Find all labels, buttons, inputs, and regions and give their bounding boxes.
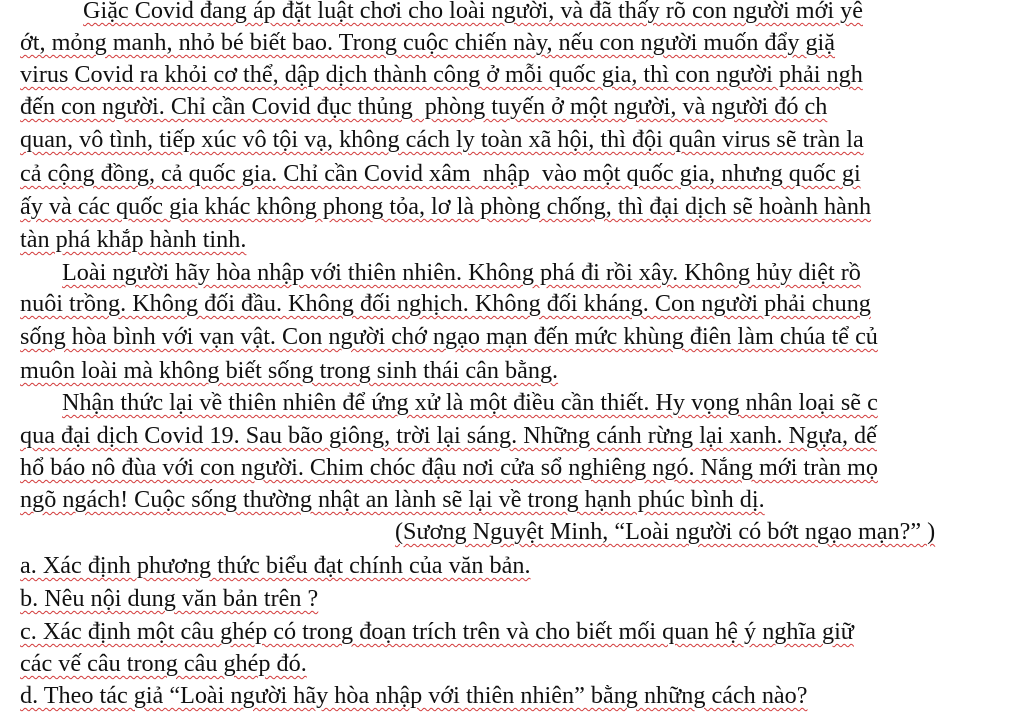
- paragraph-1-line-7: ấy và các quốc gia khác không phong tỏa, lơ là phòng chống, thì đại dịch sẽ hoành hành: [20, 193, 872, 220]
- question-c-line-1: c. Xác định một câu ghép có trong đoạn trích trên và cho biết mối quan hệ ý nghĩa giữ: [20, 618, 854, 645]
- paragraph-1-line-1: Giặc Covid đang áp đặt luật chơi cho loài người, và đã thấy rõ con người mới yê: [83, 0, 863, 24]
- paragraph-3-line-1: Nhận thức lại về thiên nhiên để ứng xử là một điều cần thiết. Hy vọng nhân loại sẽ c: [62, 389, 878, 416]
- paragraph-3-line-4: ngõ ngách! Cuộc sống thường nhật an lành sẽ lại về trong hạnh phúc bình dị.: [20, 486, 765, 513]
- paragraph-1-line-4: đến con người. Chỉ cần Covid đục thủng phòng tuyến ở một người, và người đó ch: [20, 93, 828, 120]
- question-d: d. Theo tác giả “Loài người hãy hòa nhập với thiên nhiên” bằng những cách nào?: [20, 682, 808, 709]
- question-c-line-2: các vế câu trong câu ghép đó.: [20, 650, 307, 677]
- citation: (Sương Nguyệt Minh, “Loài người có bớt ngạo mạn?” ): [395, 518, 936, 545]
- paragraph-2-line-3: sống hòa bình với vạn vật. Con người chớ ngạo mạn đến mức khùng điên làm chúa tể củ: [20, 323, 878, 350]
- paragraph-1-line-6: cả cộng đồng, cả quốc gia. Chỉ cần Covid xâm nhập vào một quốc gia, nhưng quốc gi: [20, 160, 861, 187]
- paragraph-1-line-3: virus Covid ra khỏi cơ thể, dập dịch thành công ở mỗi quốc gia, thì con người phải ngh: [20, 61, 863, 88]
- paragraph-3-line-3: hổ báo nô đùa với con người. Chim chóc đậu nơi cửa sổ nghiêng ngó. Nắng mới tràn mọ: [20, 454, 878, 481]
- paragraph-3-line-2: qua đại dịch Covid 19. Sau bão giông, trời lại sáng. Những cánh rừng lại xanh. Ngựa, dế: [20, 422, 877, 449]
- paragraph-1-line-8: tàn phá khắp hành tinh.: [20, 226, 247, 253]
- paragraph-2-line-2: nuôi trồng. Không đối đầu. Không đối nghịch. Không đối kháng. Con người phải chung: [20, 290, 871, 317]
- question-a: a. Xác định phương thức biểu đạt chính của văn bản.: [20, 552, 531, 579]
- question-b: b. Nêu nội dung văn bản trên ?: [20, 585, 319, 612]
- paragraph-1-line-5: quan, vô tình, tiếp xúc vô tội vạ, không cách ly toàn xã hội, thì đội quân virus sẽ tràn la: [20, 126, 864, 153]
- paragraph-2-line-1: Loài người hãy hòa nhập với thiên nhiên. Không phá đi rồi xây. Không hủy diệt rồ: [62, 259, 861, 286]
- paragraph-2-line-4: muôn loài mà không biết sống trong sinh thái cân bằng.: [20, 357, 559, 384]
- paragraph-1-line-2: ớt, mỏng manh, nhỏ bé biết bao. Trong cuộc chiến này, nếu con người muốn đẩy giặ: [20, 29, 836, 56]
